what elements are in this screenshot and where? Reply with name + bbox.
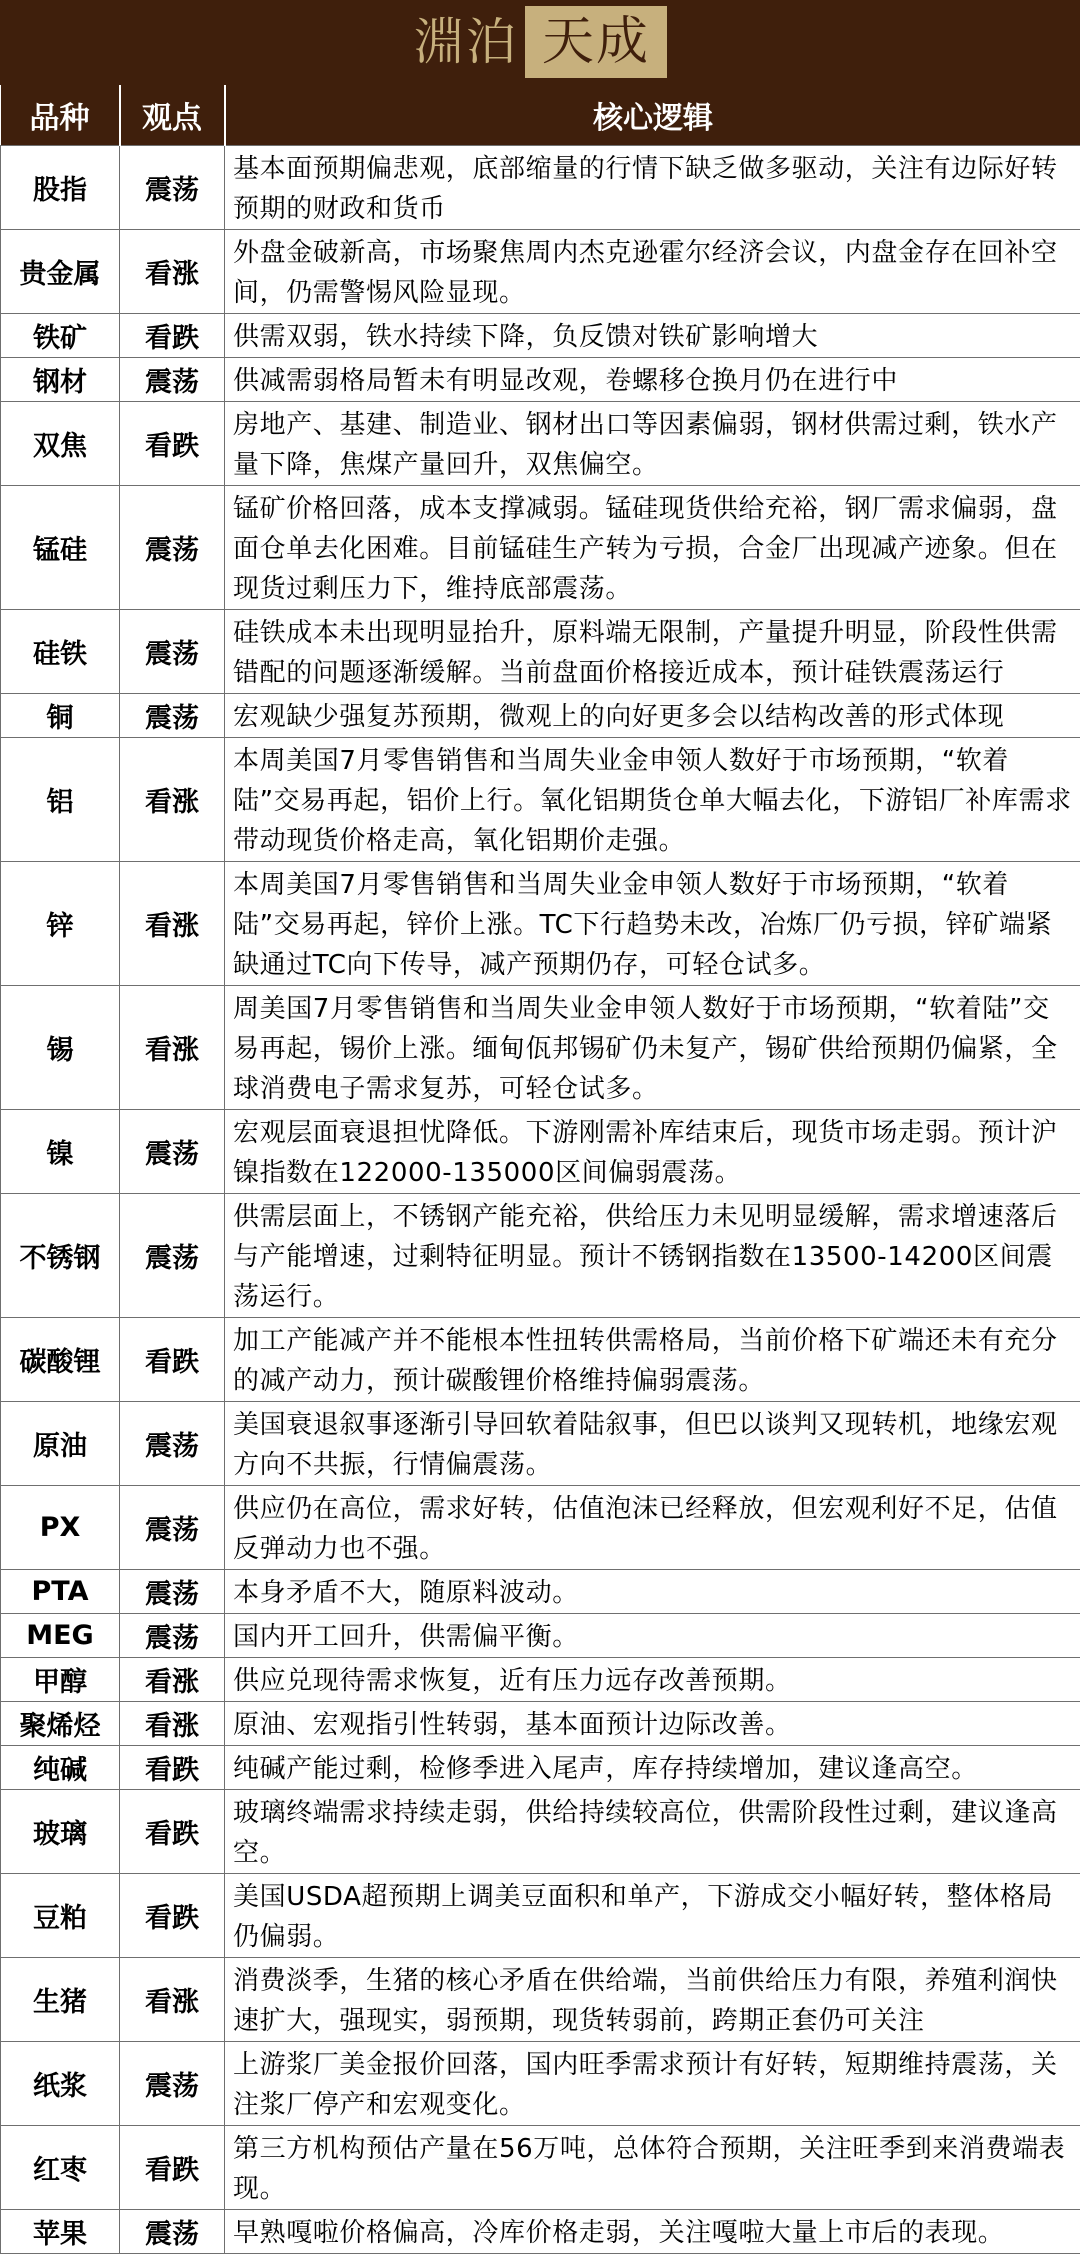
table-row [1, 1702, 1080, 1746]
table-row [1, 146, 1080, 230]
variety-cell: 原油 [1, 1402, 120, 1486]
table-row [1, 610, 1080, 694]
brand-header [0, 0, 1080, 85]
view-cell: 震荡 [120, 358, 225, 402]
variety-cell: 苹果 [1, 2210, 120, 2254]
table-row [1, 1570, 1080, 1614]
logo-right-text: 天成 [525, 6, 667, 78]
view-cell: 看跌 [120, 1318, 225, 1402]
outlook-table [0, 85, 1080, 2254]
variety-cell: MEG [1, 1614, 120, 1658]
variety-cell: 玻璃 [1, 1790, 120, 1874]
logic-cell: 本周美国7月零售销售和当周失业金申领人数好于市场预期，“软着陆”交易再起，铝价上行。氧化铝期货仓单大幅去化，下游铝厂补库需求带动现货价格走高，氧化铝期价走强。 [225, 738, 1080, 862]
view-cell: 看跌 [120, 402, 225, 486]
view-cell: 震荡 [120, 1614, 225, 1658]
variety-cell: 锌 [1, 862, 120, 986]
variety-cell: 纯碱 [1, 1746, 120, 1790]
view-cell: 看跌 [120, 1746, 225, 1790]
logic-cell: 供需层面上，不锈钢产能充裕，供给压力未见明显缓解，需求增速落后与产能增速，过剩特征明显。预计不锈钢指数在13500-14200区间震荡运行。 [225, 1194, 1080, 1318]
table-body [1, 146, 1080, 2254]
table-row [1, 1318, 1080, 1402]
view-cell: 震荡 [120, 1486, 225, 1570]
table-row [1, 1746, 1080, 1790]
variety-cell: 铝 [1, 738, 120, 862]
table-row [1, 1874, 1080, 1958]
header-view: 观点 [120, 85, 225, 146]
table-row [1, 358, 1080, 402]
table-row [1, 1486, 1080, 1570]
variety-cell: 镍 [1, 1110, 120, 1194]
logic-cell: 基本面预期偏悲观，底部缩量的行情下缺乏做多驱动，关注有边际好转预期的财政和货币 [225, 146, 1080, 230]
logic-cell: 外盘金破新高，市场聚焦周内杰克逊霍尔经济会议，内盘金存在回补空间，仍需警惕风险显现。 [225, 230, 1080, 314]
variety-cell: PTA [1, 1570, 120, 1614]
logic-cell: 供需双弱，铁水持续下降，负反馈对铁矿影响增大 [225, 314, 1080, 358]
view-cell: 看跌 [120, 1790, 225, 1874]
view-cell: 震荡 [120, 1402, 225, 1486]
table-row [1, 1194, 1080, 1318]
logic-cell: 本周美国7月零售销售和当周失业金申领人数好于市场预期，“软着陆”交易再起，锌价上涨。TC下行趋势未改，冶炼厂仍亏损，锌矿端紧缺通过TC向下传导，减产预期仍存，可轻仓试多。 [225, 862, 1080, 986]
logic-cell: 原油、宏观指引性转弱，基本面预计边际改善。 [225, 1702, 1080, 1746]
variety-cell: 锰硅 [1, 486, 120, 610]
logic-cell: 房地产、基建、制造业、钢材出口等因素偏弱，钢材供需过剩，铁水产量下降，焦煤产量回升，双焦偏空。 [225, 402, 1080, 486]
view-cell: 震荡 [120, 610, 225, 694]
view-cell: 看涨 [120, 986, 225, 1110]
variety-cell: 豆粕 [1, 1874, 120, 1958]
logic-cell: 供应兑现待需求恢复，近有压力远存改善预期。 [225, 1658, 1080, 1702]
variety-cell: 锡 [1, 986, 120, 1110]
variety-cell: 股指 [1, 146, 120, 230]
view-cell: 看涨 [120, 862, 225, 986]
table-header-row [1, 85, 1080, 146]
table-row [1, 986, 1080, 1110]
table-row [1, 862, 1080, 986]
table-row [1, 486, 1080, 610]
view-cell: 震荡 [120, 1110, 225, 1194]
variety-cell: 碳酸锂 [1, 1318, 120, 1402]
view-cell: 震荡 [120, 1194, 225, 1318]
view-cell: 看跌 [120, 2126, 225, 2210]
table-row [1, 1790, 1080, 1874]
variety-cell: 铜 [1, 694, 120, 738]
logo-right-box [525, 6, 667, 78]
logic-cell: 供减需弱格局暂未有明显改观，卷螺移仓换月仍在进行中 [225, 358, 1080, 402]
logic-cell: 纯碱产能过剩，检修季进入尾声，库存持续增加，建议逢高空。 [225, 1746, 1080, 1790]
logic-cell: 加工产能减产并不能根本性扭转供需格局，当前价格下矿端还未有充分的减产动力，预计碳酸锂价格维持偏弱震荡。 [225, 1318, 1080, 1402]
table-row [1, 738, 1080, 862]
logic-cell: 硅铁成本未出现明显抬升，原料端无限制，产量提升明显，阶段性供需错配的问题逐渐缓解。当前盘面价格接近成本，预计硅铁震荡运行 [225, 610, 1080, 694]
view-cell: 看涨 [120, 1958, 225, 2042]
logic-cell: 国内开工回升，供需偏平衡。 [225, 1614, 1080, 1658]
logic-cell: 上游浆厂美金报价回落，国内旺季需求预计有好转，短期维持震荡，关注浆厂停产和宏观变化。 [225, 2042, 1080, 2126]
logic-cell: 供应仍在高位，需求好转，估值泡沫已经释放，但宏观利好不足，估值反弹动力也不强。 [225, 1486, 1080, 1570]
header-variety: 品种 [1, 85, 120, 146]
variety-cell: 聚烯烃 [1, 1702, 120, 1746]
table-row [1, 1958, 1080, 2042]
view-cell: 震荡 [120, 2042, 225, 2126]
logo-left-text: 淵泊 [410, 8, 522, 76]
variety-cell: 硅铁 [1, 610, 120, 694]
variety-cell: 甲醇 [1, 1658, 120, 1702]
table-row [1, 694, 1080, 738]
table-row [1, 1658, 1080, 1702]
logic-cell: 早熟嘎啦价格偏高，冷库价格走弱，关注嘎啦大量上市后的表现。 [225, 2210, 1080, 2254]
table-row [1, 2210, 1080, 2254]
view-cell: 看涨 [120, 1658, 225, 1702]
variety-cell: 贵金属 [1, 230, 120, 314]
variety-cell: 钢材 [1, 358, 120, 402]
logic-cell: 宏观缺少强复苏预期，微观上的向好更多会以结构改善的形式体现 [225, 694, 1080, 738]
view-cell: 震荡 [120, 146, 225, 230]
table-row [1, 230, 1080, 314]
logic-cell: 锰矿价格回落，成本支撑减弱。锰硅现货供给充裕，钢厂需求偏弱，盘面仓单去化困难。目前锰硅生产转为亏损，合金厂出现减产迹象。但在现货过剩压力下，维持底部震荡。 [225, 486, 1080, 610]
logic-cell: 宏观层面衰退担忧降低。下游刚需补库结束后，现货市场走弱。预计沪镍指数在122000-135000区间偏弱震荡。 [225, 1110, 1080, 1194]
view-cell: 看跌 [120, 314, 225, 358]
table-row [1, 1110, 1080, 1194]
table-row [1, 402, 1080, 486]
table-row [1, 2126, 1080, 2210]
logic-cell: 周美国7月零售销售和当周失业金申领人数好于市场预期，“软着陆”交易再起，锡价上涨。缅甸佤邦锡矿仍未复产，锡矿供给预期仍偏紧，全球消费电子需求复苏，可轻仓试多。 [225, 986, 1080, 1110]
variety-cell: 双焦 [1, 402, 120, 486]
view-cell: 看涨 [120, 230, 225, 314]
view-cell: 看涨 [120, 738, 225, 862]
variety-cell: 纸浆 [1, 2042, 120, 2126]
variety-cell: 不锈钢 [1, 1194, 120, 1318]
table-row [1, 2042, 1080, 2126]
view-cell: 震荡 [120, 2210, 225, 2254]
logic-cell: 消费淡季，生猪的核心矛盾在供给端，当前供给压力有限，养殖利润快速扩大，强现实，弱预期，现货转弱前，跨期正套仍可关注 [225, 1958, 1080, 2042]
logic-cell: 本身矛盾不大，随原料波动。 [225, 1570, 1080, 1614]
view-cell: 震荡 [120, 1570, 225, 1614]
variety-cell: 红枣 [1, 2126, 120, 2210]
view-cell: 震荡 [120, 694, 225, 738]
table-row [1, 1402, 1080, 1486]
header-logic: 核心逻辑 [225, 85, 1080, 146]
view-cell: 看跌 [120, 1874, 225, 1958]
logic-cell: 美国衰退叙事逐渐引导回软着陆叙事，但巴以谈判又现转机，地缘宏观方向不共振，行情偏震荡。 [225, 1402, 1080, 1486]
view-cell: 震荡 [120, 486, 225, 610]
logic-cell: 玻璃终端需求持续走弱，供给持续较高位，供需阶段性过剩，建议逢高空。 [225, 1790, 1080, 1874]
variety-cell: 铁矿 [1, 314, 120, 358]
logic-cell: 第三方机构预估产量在56万吨，总体符合预期，关注旺季到来消费端表现。 [225, 2126, 1080, 2210]
table-row [1, 314, 1080, 358]
logic-cell: 美国USDA超预期上调美豆面积和单产，下游成交小幅好转，整体格局仍偏弱。 [225, 1874, 1080, 1958]
view-cell: 看涨 [120, 1702, 225, 1746]
variety-cell: PX [1, 1486, 120, 1570]
variety-cell: 生猪 [1, 1958, 120, 2042]
table-row [1, 1614, 1080, 1658]
